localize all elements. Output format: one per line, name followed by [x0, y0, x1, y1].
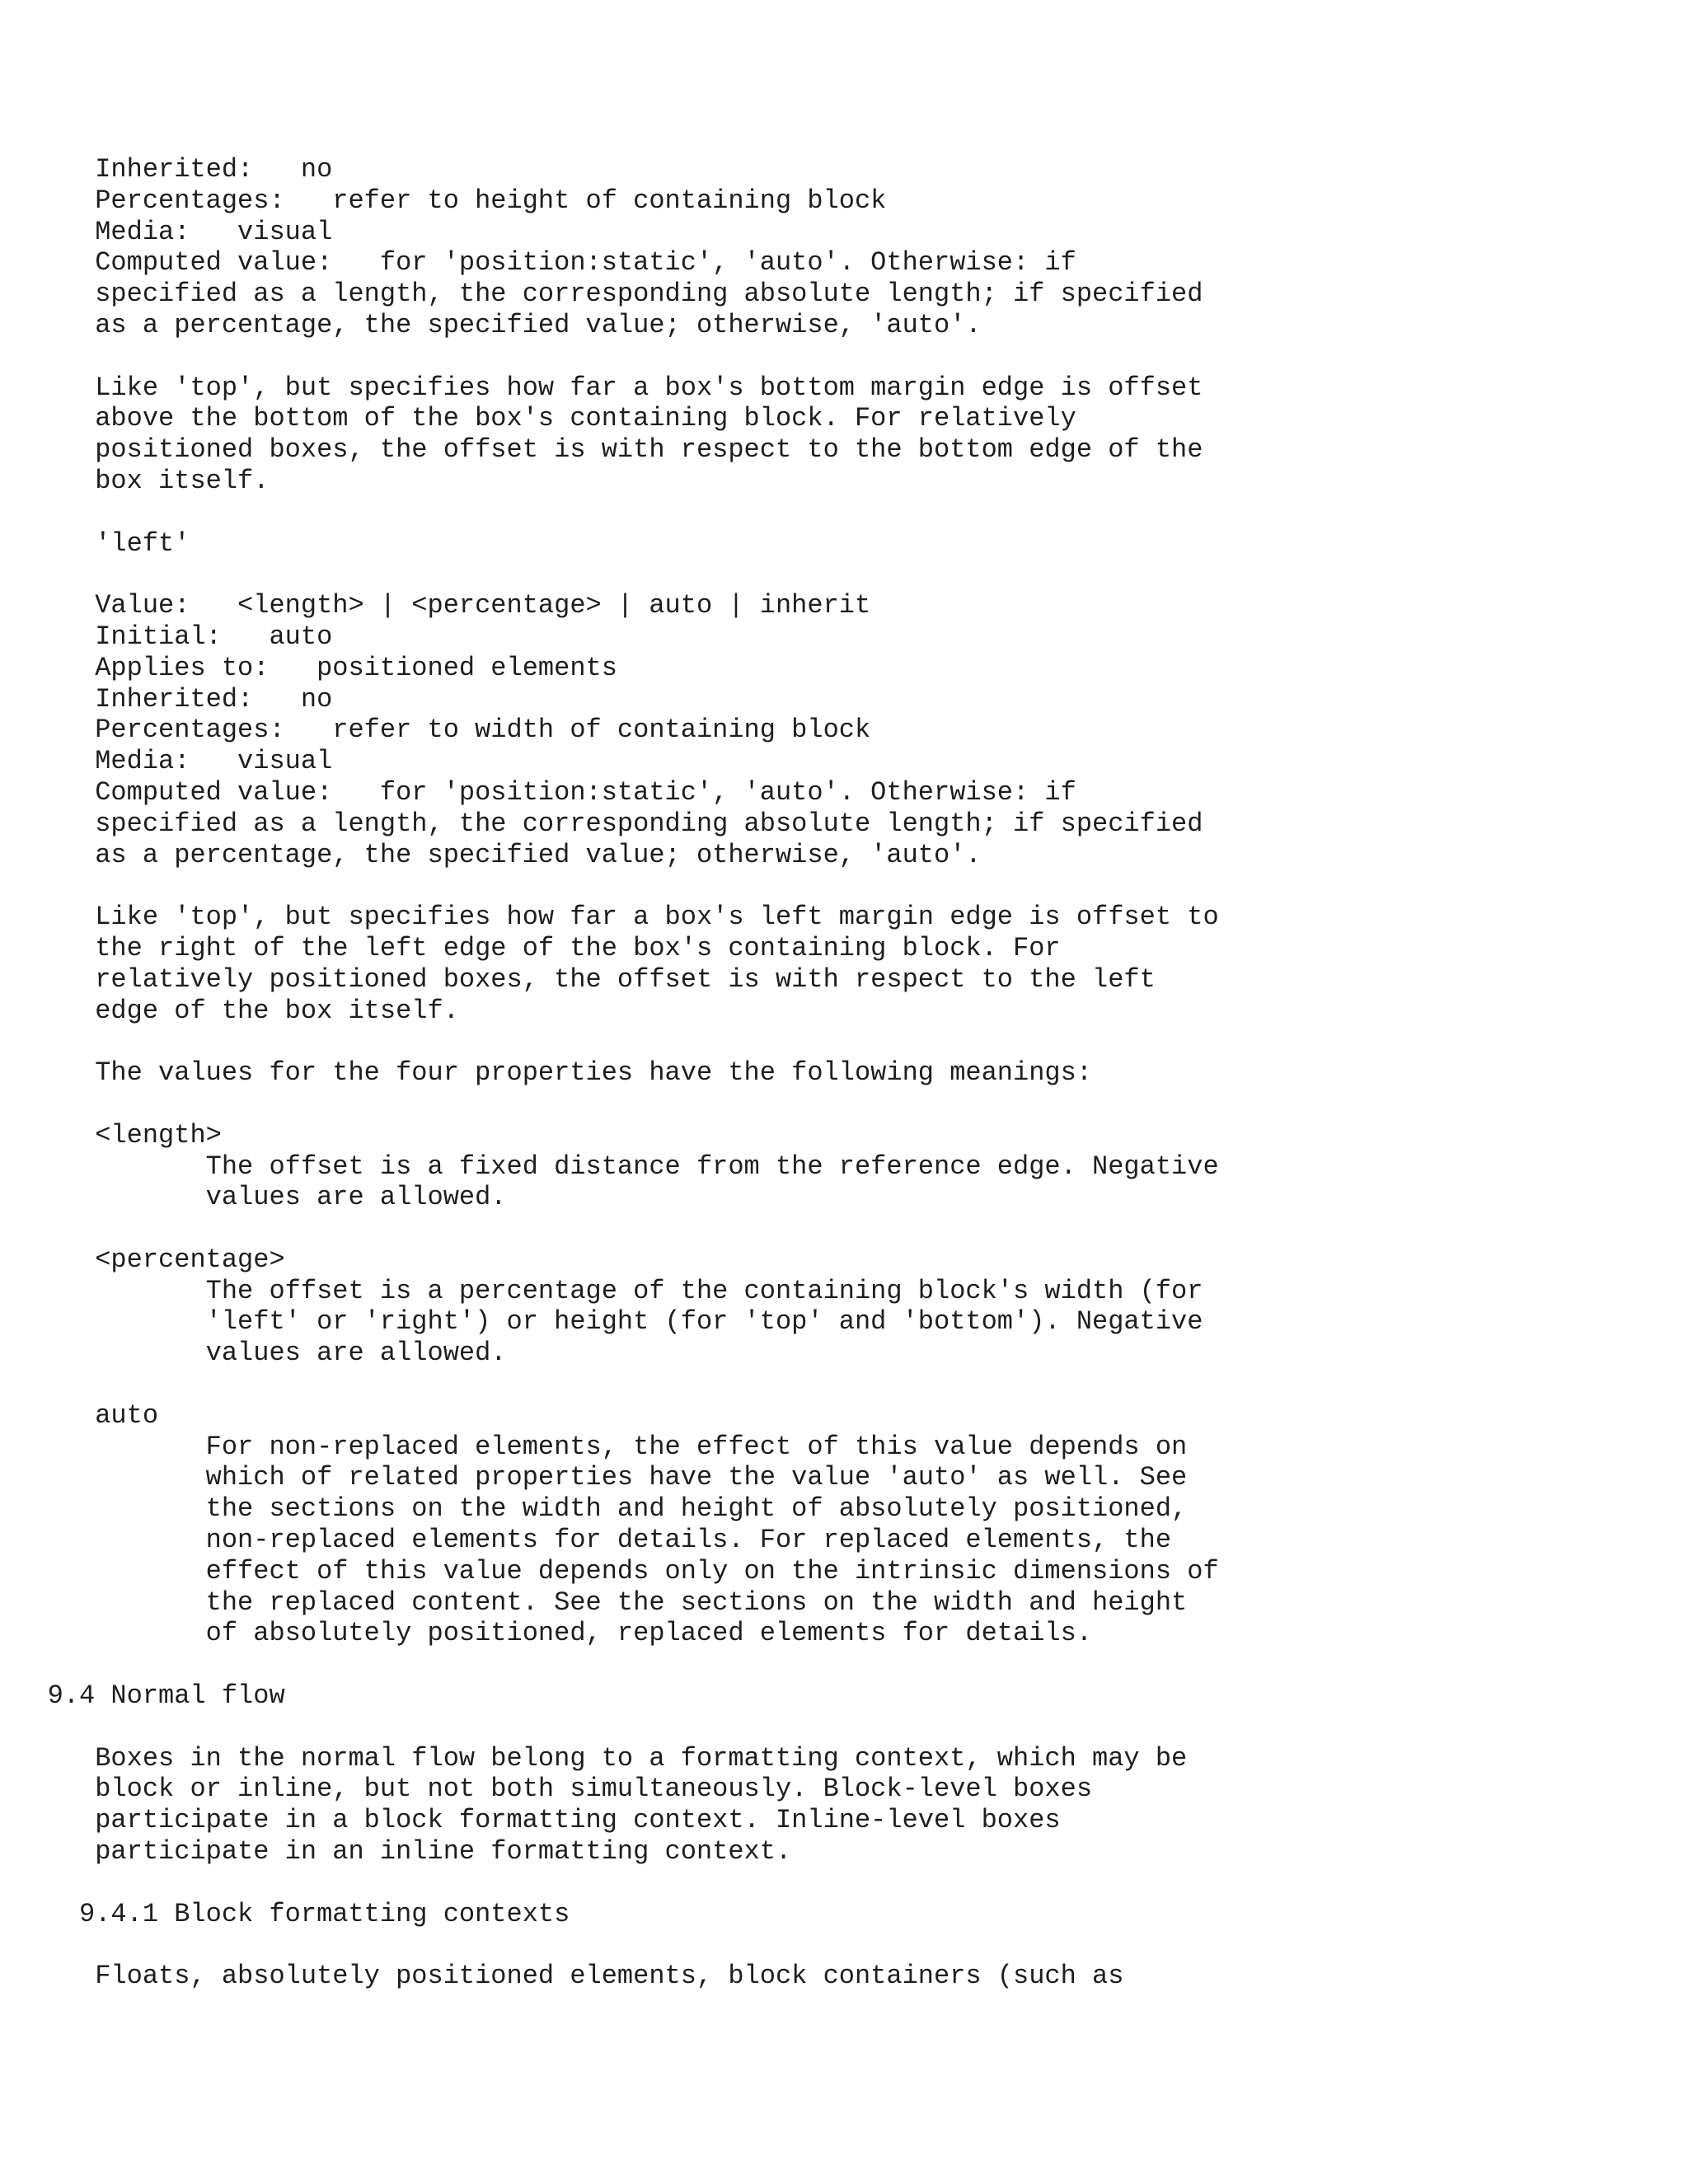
blank-line	[0, 1868, 1688, 1899]
text-line: 9.4.1 Block formatting contexts	[0, 1898, 570, 1929]
text-line: participate in a block formatting context. Inline-level boxes	[0, 1805, 1061, 1836]
text-line: Inherited: no	[0, 154, 333, 185]
blank-line	[0, 870, 1688, 902]
blank-line	[0, 559, 1688, 590]
text-line: The offset is a percentage of the containing block's width (for	[0, 1275, 1203, 1306]
text-line: participate in an inline formatting context.	[0, 1836, 792, 1868]
text-line: the sections on the width and height of absolutely positioned,	[0, 1493, 1188, 1525]
text-line: values are allowed.	[0, 1182, 507, 1213]
text-line: <length>	[0, 1119, 222, 1151]
text-line: <percentage>	[0, 1244, 285, 1275]
text-line: Floats, absolutely positioned elements, block containers (such as	[0, 1961, 1124, 1992]
text-line: Computed value: for 'position:static', 'auto'. Otherwise: if	[0, 776, 1076, 808]
text-line: values are allowed.	[0, 1338, 507, 1369]
text-line: non-replaced elements for details. For replaced elements, the	[0, 1525, 1172, 1556]
text-line: edge of the box itself.	[0, 995, 459, 1026]
text-line: Percentages: refer to height of containing block	[0, 185, 887, 216]
text-line: relatively positioned boxes, the offset is with respect to the left	[0, 963, 1156, 995]
document-page	[0, 154, 1688, 2132]
text-line: as a percentage, the specified value; otherwise, 'auto'.	[0, 309, 982, 340]
blank-line	[0, 1089, 1688, 1120]
text-line: Value: <length> | <percentage> | auto | inherit	[0, 590, 871, 621]
text-line: positioned boxes, the offset is with respect to the bottom edge of the	[0, 434, 1203, 466]
blank-line	[0, 1712, 1688, 1743]
text-line: 9.4 Normal flow	[0, 1680, 285, 1712]
blank-line	[0, 1929, 1688, 1961]
text-line: Applies to: positioned elements	[0, 652, 617, 683]
text-line: the right of the left edge of the box's containing block. For	[0, 932, 1061, 963]
blank-line	[0, 1369, 1688, 1400]
text-line: 'left'	[0, 527, 190, 559]
text-line: specified as a length, the corresponding absolute length; if specified	[0, 808, 1203, 839]
text-line: Media: visual	[0, 216, 333, 247]
text-line: above the bottom of the box's containing block. For relatively	[0, 403, 1076, 434]
text-line: Initial: auto	[0, 621, 333, 652]
blank-line	[0, 1649, 1688, 1680]
text-line: Boxes in the normal flow belong to a formatting context, which may be	[0, 1742, 1188, 1774]
text-line: Like 'top', but specifies how far a box's left margin edge is offset to	[0, 902, 1219, 933]
text-line: box itself.	[0, 465, 270, 496]
blank-line	[0, 1213, 1688, 1244]
text-line: auto	[0, 1399, 159, 1431]
text-line: of absolutely positioned, replaced elements for details.	[0, 1618, 1093, 1649]
text-line: The values for the four properties have the following meanings:	[0, 1057, 1093, 1089]
text-line: Media: visual	[0, 746, 333, 777]
blank-line	[0, 497, 1688, 528]
text-line: Inherited: no	[0, 683, 333, 715]
text-line: Percentages: refer to width of containing block	[0, 715, 871, 746]
blank-line	[0, 1026, 1688, 1057]
text-line: effect of this value depends only on the intrinsic dimensions of	[0, 1555, 1219, 1586]
blank-line	[0, 341, 1688, 373]
text-line: Like 'top', but specifies how far a box's bottom margin edge is offset	[0, 372, 1203, 403]
text-line: as a percentage, the specified value; otherwise, 'auto'.	[0, 839, 982, 870]
text-line: Computed value: for 'position:static', 'auto'. Otherwise: if	[0, 247, 1076, 279]
text-line: The offset is a fixed distance from the reference edge. Negative	[0, 1151, 1219, 1182]
text-line: specified as a length, the corresponding absolute length; if specified	[0, 279, 1203, 310]
text-line: the replaced content. See the sections on the width and height	[0, 1586, 1188, 1618]
text-line: which of related properties have the value 'auto' as well. See	[0, 1462, 1188, 1493]
text-line: 'left' or 'right') or height (for 'top' and 'bottom'). Negative	[0, 1306, 1203, 1338]
text-line: For non-replaced elements, the effect of this value depends on	[0, 1431, 1188, 1462]
text-line: block or inline, but not both simultaneously. Block-level boxes	[0, 1774, 1093, 1805]
